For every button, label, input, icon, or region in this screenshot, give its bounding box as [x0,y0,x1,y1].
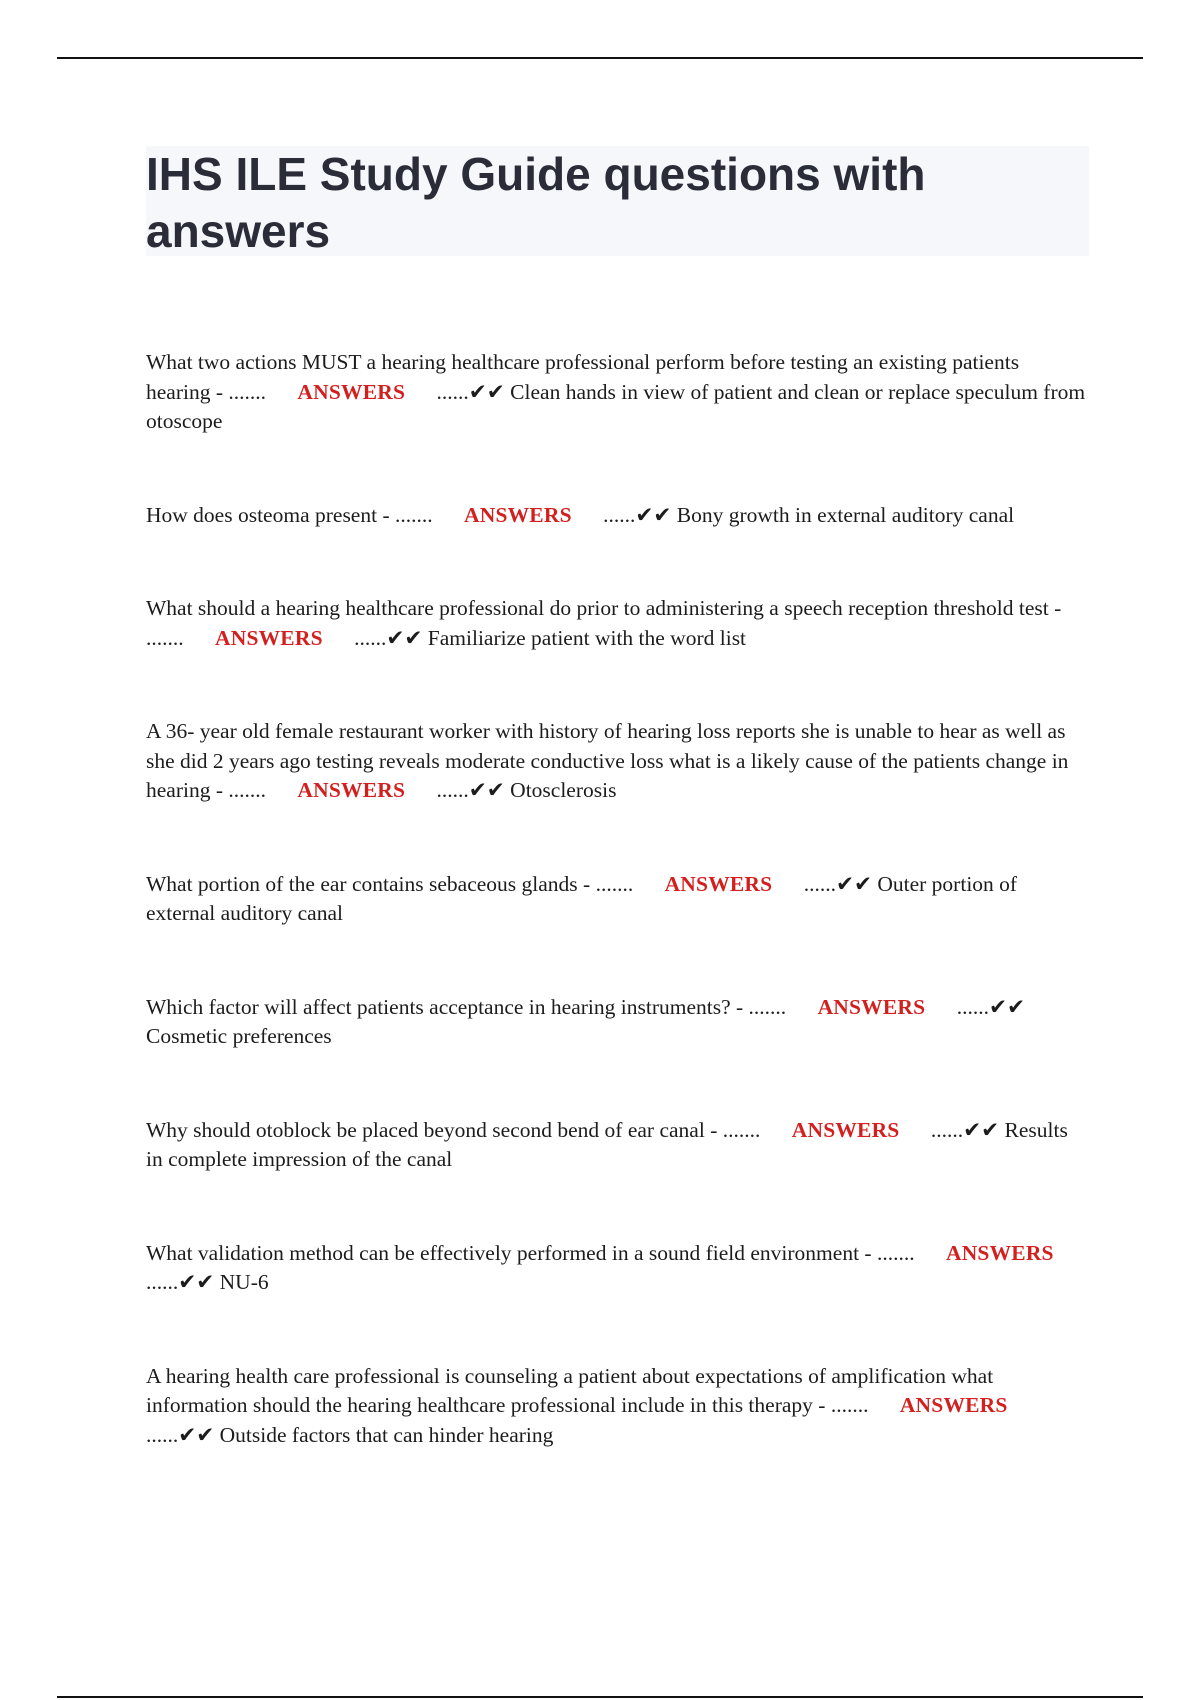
separator-before: - ....... [146,596,1062,650]
separator-check: ......✔✔ [803,871,872,896]
separator-before: - ....... [215,778,267,802]
answer-text: Cosmetic preferences [146,1024,332,1048]
answers-label: ANSWERS [297,778,406,802]
separator-check: ......✔✔ [930,1117,1000,1142]
separator-check: ......✔✔ [146,1270,215,1294]
answers-label: ANSWERS [817,994,926,1019]
answers-label: ANSWERS [791,1117,900,1142]
question-text: What should a hearing healthcare professional do prior to administering a speech reception threshold test [146,596,1049,620]
separator-check: ......✔✔ [603,502,672,527]
separator-check: ......✔✔ [146,1422,215,1447]
answer-text: Clean hands in view of patient and clean or replace speculum from otoscope [146,379,1086,433]
separator-check: ......✔✔ [354,625,423,650]
answer-text: Otosclerosis [510,778,617,802]
bottom-rule [57,1696,1143,1698]
qa-item-2 [146,501,1086,531]
qa-item-7 [146,1116,1086,1175]
separator-before: - ....... [818,1393,869,1417]
qa-item-1 [146,348,1086,437]
separator-check: ......✔✔ [436,379,505,404]
qa-item-5 [146,870,1086,929]
separator-before: - ....... [382,502,433,527]
qa-list [146,348,1086,1450]
question-text: Which factor will affect patients acceptance in hearing instruments? [146,994,731,1019]
qa-item-8 [146,1239,1086,1298]
separator-before: - ....... [710,1117,761,1142]
answers-label: ANSWERS [215,625,323,650]
top-rule [57,57,1143,59]
title-banner [146,146,1089,256]
answers-label: ANSWERS [899,1393,1008,1417]
separator-before: - ....... [215,379,267,404]
question-text: What validation method can be effectively performed in a sound field environment [146,1240,860,1265]
answers-label: ANSWERS [464,502,572,527]
separator-before: - ....... [736,994,787,1019]
answer-text: Familiarize patient with the word list [427,625,747,650]
qa-item-4 [146,717,1086,806]
qa-item-6 [146,993,1086,1052]
answers-label: ANSWERS [297,379,406,404]
answer-text: Outer portion of external auditory canal [146,871,1018,925]
question-text: A hearing health care professional is counseling a patient about expectations of amplification what information should the hearing healthcare professional include in this therapy [146,1363,994,1417]
question-text: What two actions MUST a hearing healthcare professional perform before testing an existing patients hearing [146,350,1020,404]
question-text: What portion of the ear contains sebaceous glands [146,871,578,896]
answers-label: ANSWERS [945,1240,1054,1265]
separator-check: ......✔✔ [956,994,1025,1019]
question-text: A 36- year old female restaurant worker with history of hearing loss reports she is unable to hear as well as she did 2 years ago testing reveals moderate conductive loss what is a likely cause of the patients change in hearing [146,719,1069,802]
answers-label: ANSWERS [664,871,773,896]
qa-item-9 [146,1362,1086,1451]
answer-text: NU-6 [219,1270,269,1294]
answer-text: Results in complete impression of the canal [146,1117,1068,1171]
question-text: Why should otoblock be placed beyond second bend of ear canal [146,1117,705,1142]
separator-before: - ....... [583,871,634,896]
separator-check: ......✔✔ [436,778,505,802]
answer-text: Outside factors that can hinder hearing [219,1422,554,1447]
answer-text: Bony growth in external auditory canal [676,502,1015,527]
qa-item-3 [146,594,1086,653]
question-text: How does osteoma present [146,502,378,527]
separator-before: - ....... [864,1240,915,1265]
document-title: IHS ILE Study Guide questions with answers [146,148,926,257]
